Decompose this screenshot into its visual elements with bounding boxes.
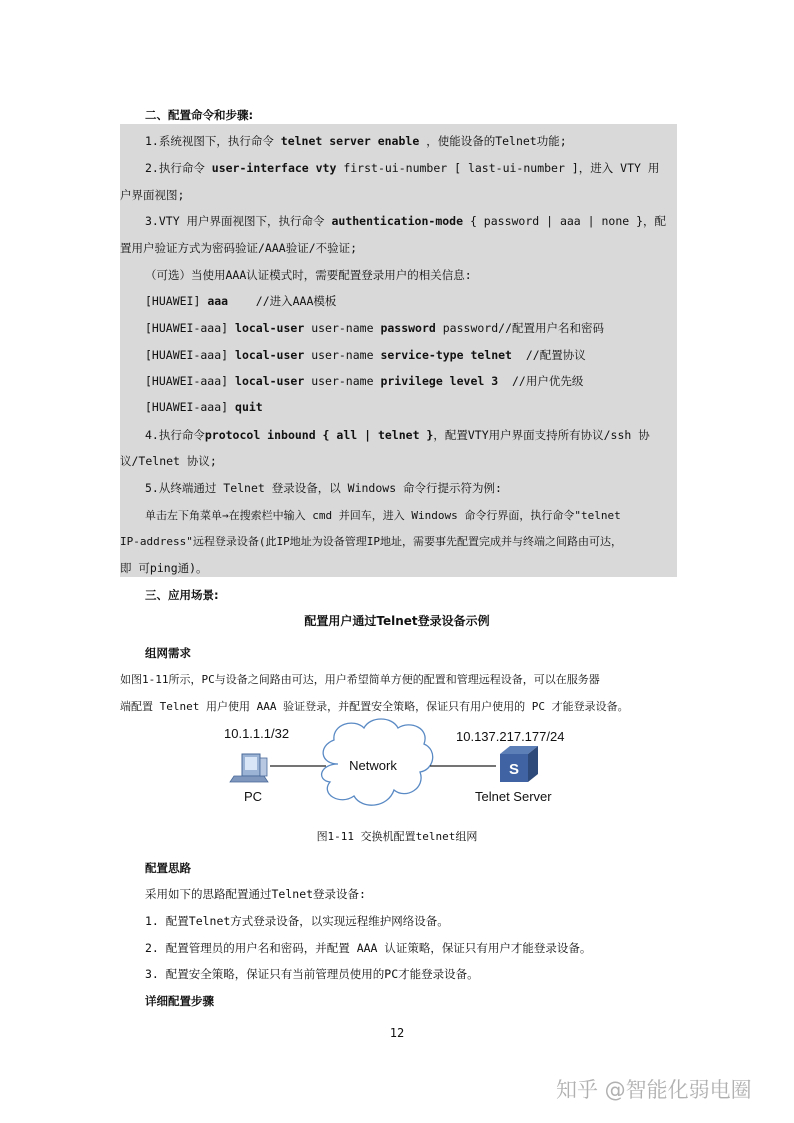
watermark: 知乎 @智能化弱电圈	[556, 1078, 752, 1102]
network-diagram	[220, 718, 580, 818]
step-4: 4.执行命令protocol inbound { all | telnet }，配置VTY用户界面支持所有协议/ssh 协	[145, 428, 650, 442]
cmd-local-user-password: [HUAWEI-aaa] local-user user-name password password//配置用户名和密码	[145, 321, 604, 335]
cmd-quit: [HUAWEI-aaa] quit	[145, 400, 263, 414]
idea-intro: 采用如下的思路配置通过Telnet登录设备:	[145, 887, 366, 901]
step-5-detail-end: 即 可ping通)。	[120, 561, 208, 575]
networking-heading: 组网需求	[145, 646, 191, 660]
step-3-cont: 置用户验证方式为密码验证/AAA验证/不验证;	[120, 241, 358, 255]
switch-icon	[500, 746, 538, 782]
server-ip-label: 10.137.217.177/24	[456, 729, 565, 744]
example-title: 配置用户通过Telnet登录设备示例	[304, 614, 490, 628]
figure-caption: 图1-11 交换机配置telnet组网	[316, 830, 478, 843]
pc-ip-label: 10.1.1.1/32	[224, 726, 290, 741]
idea-heading: 配置思路	[145, 861, 191, 875]
step-2-cont: 户界面视图;	[120, 188, 185, 202]
networking-paragraph-1: 如图1-11所示，PC与设备之间路由可达，用户希望简单方便的配置和管理远程设备，可以在服务器	[120, 673, 600, 686]
pc-icon	[230, 754, 268, 782]
step-3: 3.VTY 用户界面视图下，执行命令 authentication-mode { password | aaa | none }，配	[145, 214, 667, 228]
networking-paragraph-2: 端配置 Telnet 用户使用 AAA 验证登录，并配置安全策略，保证只有用户使用的 PC 才能登录设备。	[120, 700, 629, 713]
step-5-detail-cont: IP-address"远程登录设备(此IP地址为设备管理IP地址，需要事先配置完成并与终端之间路由可达，	[120, 535, 622, 548]
section-heading-scenario: 三、应用场景:	[145, 588, 219, 602]
step-2: 2.执行命令 user-interface vty first-ui-number [ last-ui-number ]，进入 VTY 用	[145, 161, 660, 175]
page-number: 12	[389, 1026, 405, 1040]
idea-item-1: 1. 配置Telnet方式登录设备，以实现远程维护网络设备。	[145, 914, 449, 928]
server-label: Telnet Server	[475, 789, 552, 804]
step-1: 1.系统视图下，执行命令 telnet server enable ，使能设备的Telnet功能;	[145, 134, 567, 148]
step-4-cont: 议/Telnet 协议;	[120, 454, 217, 468]
idea-item-3: 3. 配置安全策略，保证只有当前管理员使用的PC才能登录设备。	[145, 967, 479, 981]
optional-note: （可选）当使用AAA认证模式时，需要配置登录用户的相关信息:	[145, 268, 472, 282]
section-heading-config: 二、配置命令和步骤:	[145, 108, 254, 122]
cloud-label: Network	[349, 758, 397, 773]
cmd-aaa: [HUAWEI] aaa //进入AAA模板	[145, 294, 337, 308]
idea-item-2: 2. 配置管理员的用户名和密码，并配置 AAA 认证策略，保证只有用户才能登录设备。	[145, 941, 592, 955]
step-5: 5.从终端通过 Telnet 登录设备，以 Windows 命令行提示符为例:	[145, 481, 502, 495]
step-5-detail: 单击左下角菜单→在搜索栏中输入 cmd 并回车，进入 Windows 命令行界面，执行命令"telnet	[145, 509, 621, 522]
svg-text:S: S	[508, 761, 520, 778]
detail-heading: 详细配置步骤	[145, 994, 214, 1008]
pc-label: PC	[244, 789, 263, 804]
cmd-local-user-privilege: [HUAWEI-aaa] local-user user-name privilege level 3 //用户优先级	[145, 374, 584, 388]
cmd-local-user-service: [HUAWEI-aaa] local-user user-name service-type telnet //配置协议	[145, 348, 586, 362]
